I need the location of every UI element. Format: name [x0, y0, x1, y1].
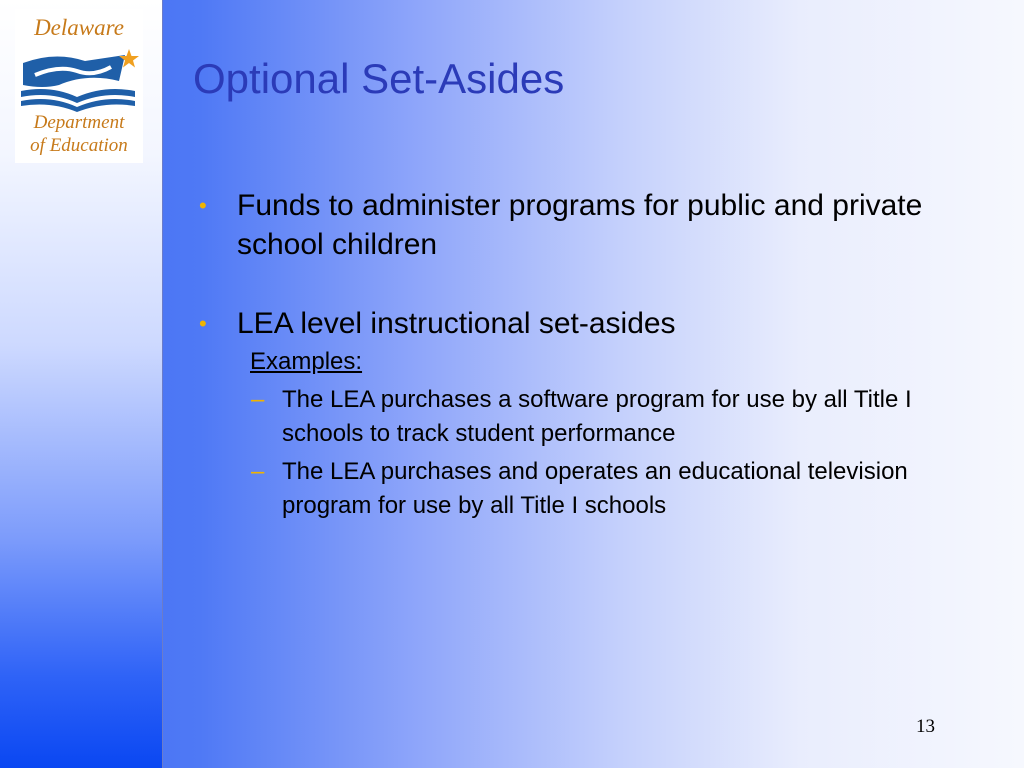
bullet-marker: • [199, 193, 207, 218]
bullet-list [195, 186, 975, 523]
bullet-item [195, 304, 975, 343]
bullet-item [195, 186, 975, 264]
delaware-doe-logo [15, 9, 143, 163]
sub-bullet-item [195, 455, 975, 523]
slide-title: Optional Set-Asides [193, 55, 565, 102]
bullet-marker: • [199, 311, 207, 336]
sub-bullet-marker: – [251, 458, 265, 485]
slide-number: 13 [916, 716, 935, 737]
examples-label: Examples: [250, 348, 363, 375]
logo-education-text: of Education [30, 135, 128, 156]
sub-bullet-item [195, 383, 975, 451]
sub-bullet-text: The LEA purchases a software program for use by all Title I schools to track student performance [282, 386, 912, 447]
bullet-text: LEA level instructional set-asides [237, 307, 676, 340]
bullet-text: Funds to administer programs for public and private school children [237, 189, 923, 261]
logo-state-name: Delaware [34, 15, 124, 40]
slide-sidebar [0, 0, 163, 768]
open-book-state-icon [15, 45, 143, 115]
logo-department-text: Department [33, 112, 125, 133]
sub-bullet-text: The LEA purchases and operates an educational television program for use by all Title I schools [282, 458, 908, 519]
sub-bullet-marker: – [251, 386, 265, 413]
